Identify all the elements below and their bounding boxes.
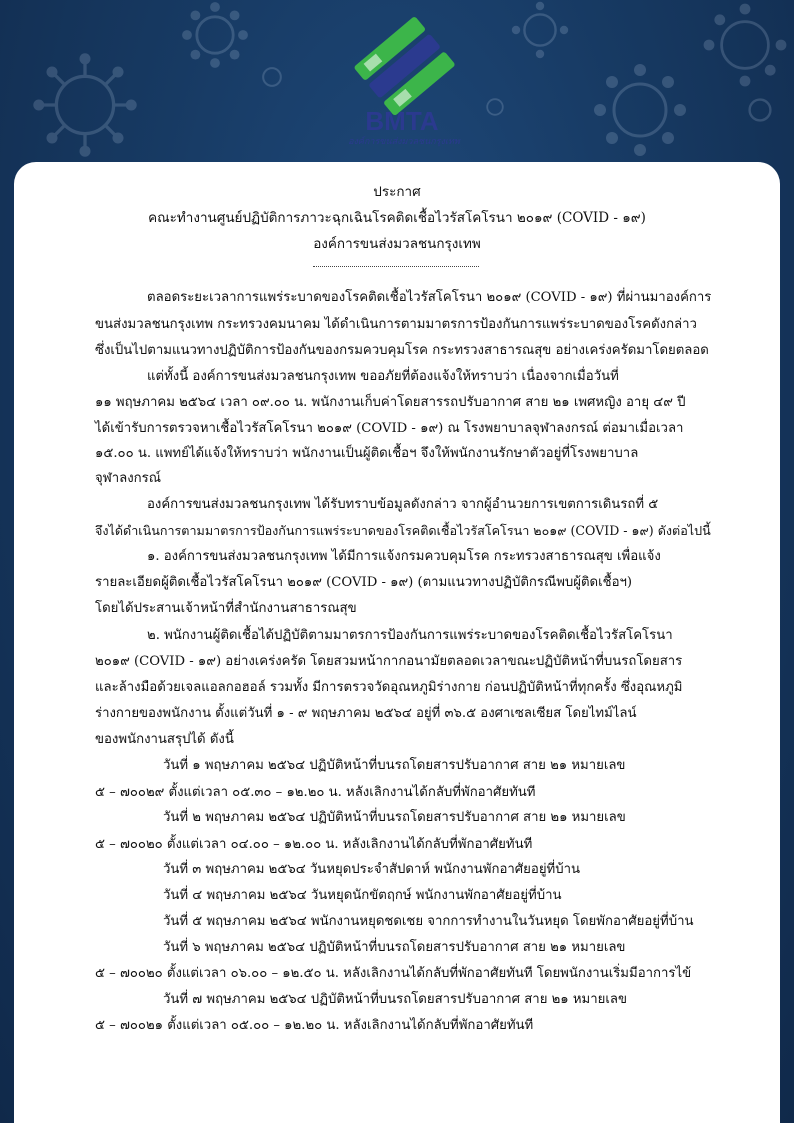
virus-decoration-icon	[590, 60, 690, 160]
body-line: วันที่ ๒ พฤษภาคม ๒๕๖๔ ปฏิบัติหน้าที่บนรถโดยสารปรับอากาศ สาย ๒๑ หมายเลข	[163, 810, 626, 825]
bmta-logo	[342, 8, 462, 148]
body-line: โดยได้ประสานเจ้าหน้าที่สำนักงานสาธารณสุข	[95, 601, 357, 616]
logo-text: BMTA	[365, 106, 439, 136]
announcement-title: ประกาศ	[373, 184, 421, 200]
virus-decoration-icon	[700, 0, 790, 90]
body-line: และล้างมือด้วยเจลแอลกอฮอล์ รวมทั้ง มีการตรวจวัดอุณหภูมิร่างกาย ก่อนปฏิบัติหน้าที่ทุกครั้ง ซึ่งอุณหภูมิ	[95, 680, 683, 695]
body-line: ๕ – ๗๐๐๒๐ ตั้งแต่เวลา ๐๔.๐๐ – ๑๒.๐๐ น. หลังเลิกงานได้กลับที่พักอาศัยทันที	[95, 837, 533, 852]
virus-decoration-icon	[480, 92, 510, 122]
body-line: รายละเอียดผู้ติดเชื้อไวรัสโคโรนา ๒๐๑๙ (COVID - ๑๙) (ตามแนวทางปฏิบัติกรณีพบผู้ติดเชื้อฯ)	[95, 575, 633, 590]
logo-subtitle: องค์การขนส่งมวลชนกรุงเทพ	[348, 137, 460, 147]
body-line: ซึ่งเป็นไปตามแนวทางปฏิบัติการป้องกันของกรมควบคุมโรค กระทรวงสาธารณสุข อย่างเคร่งครัดมาโดยตลอด	[95, 343, 709, 358]
body-line: แต่ทั้งนี้ องค์การขนส่งมวลชนกรุงเทพ ขออภัยที่ต้องแจ้งให้ทราบว่า เนื่องจากเมื่อวันที่	[147, 369, 619, 384]
body-line: ตลอดระยะเวลาการแพร่ระบาดของโรคติดเชื้อไวรัสโคโรนา ๒๐๑๙ (COVID - ๑๙) ที่ผ่านมาองค์การ	[147, 290, 712, 305]
organization-name: องค์การขนส่งมวลชนกรุงเทพ	[313, 236, 481, 252]
body-line: ๕ – ๗๐๐๒๑ ตั้งแต่เวลา ๐๕.๐๐ – ๑๒.๒๐ น. หลังเลิกงานได้กลับที่พักอาศัยทันที	[95, 1018, 534, 1033]
body-line: ได้เข้ารับการตรวจหาเชื้อไวรัสโคโรนา ๒๐๑๙ (COVID - ๑๙) ณ โรงพยาบาลจุฬาลงกรณ์ ต่อมาเมื่อเวลา	[95, 421, 684, 436]
body-line: ๑๕.๐๐ น. แพทย์ได้แจ้งให้ทราบว่า พนักงานเป็นผู้ติดเชื้อฯ จึงให้พนักงานรักษาตัวอยู่ที่โรงพยาบาล	[95, 446, 639, 461]
body-line: องค์การขนส่งมวลชนกรุงเทพ ได้รับทราบข้อมูลดังกล่าว จากผู้อำนวยการเขตการเดินรถที่ ๕	[147, 497, 659, 512]
body-line: วันที่ ๗ พฤษภาคม ๒๕๖๔ ปฏิบัติหน้าที่บนรถโดยสารปรับอากาศ สาย ๒๑ หมายเลข	[163, 992, 627, 1007]
virus-decoration-icon	[510, 0, 570, 60]
body-line: วันที่ ๕ พฤษภาคม ๒๕๖๔ พนักงานหยุดชดเชย จากการทำงานในวันหยุด โดยพักอาศัยอยู่ที่บ้าน	[163, 914, 694, 929]
body-line: ๒๐๑๙ (COVID - ๑๙) อย่างเคร่งครัด โดยสวมหน้ากากอนามัยตลอดเวลาขณะปฏิบัติหน้าที่บนรถโดยสาร	[95, 654, 683, 669]
body-line: ๕ – ๗๐๐๒๙ ตั้งแต่เวลา ๐๕.๓๐ – ๑๒.๒๐ น. หลังเลิกงานได้กลับที่พักอาศัยทันที	[95, 785, 536, 800]
body-line: ๒. พนักงานผู้ติดเชื้อได้ปฏิบัติตามมาตรการป้องกันการแพร่ระบาดของโรคติดเชื้อไวรัสโคโรนา	[147, 628, 673, 643]
virus-decoration-icon	[255, 60, 289, 94]
body-line: ขนส่งมวลชนกรุงเทพ กระทรวงคมนาคม ได้ดำเนินการตามมาตรการป้องกันการแพร่ระบาดของโรคดังกล่าว	[95, 317, 697, 332]
virus-decoration-icon	[740, 90, 780, 130]
body-line: วันที่ ๖ พฤษภาคม ๒๕๖๔ ปฏิบัติหน้าที่บนรถโดยสารปรับอากาศ สาย ๒๑ หมายเลข	[163, 940, 626, 955]
body-line: วันที่ ๓ พฤษภาคม ๒๕๖๔ วันหยุดประจำสัปดาห์ พนักงานพักอาศัยอยู่ที่บ้าน	[163, 862, 581, 877]
announcement-subtitle: คณะทำงานศูนย์ปฏิบัติการภาวะฉุกเฉินโรคติดเชื้อไวรัสโคโรนา ๒๐๑๙ (COVID - ๑๙)	[148, 210, 646, 226]
bmta-logo-icon	[342, 8, 462, 148]
body-line: จึงได้ดำเนินการตามมาตรการป้องกันการแพร่ระบาดของโรคติดเชื้อไวรัสโคโรนา ๒๐๑๙ (COVID - ๑๙) ดังต่อไปนี้	[95, 523, 711, 538]
body-line: ๑๑ พฤษภาคม ๒๕๖๔ เวลา ๐๙.๐๐ น. พนักงานเก็บค่าโดยสารรถปรับอากาศ สาย ๒๑ เพศหญิง อายุ ๔๙ ปี	[95, 395, 686, 410]
body-line: จุฬาลงกรณ์	[95, 471, 161, 486]
header-divider	[313, 266, 479, 267]
body-line: วันที่ ๔ พฤษภาคม ๒๕๖๔ วันหยุดนักขัตฤกษ์ พนักงานพักอาศัยอยู่ที่บ้าน	[163, 888, 562, 903]
body-line: วันที่ ๑ พฤษภาคม ๒๕๖๔ ปฏิบัติหน้าที่บนรถโดยสารปรับอากาศ สาย ๒๑ หมายเลข	[163, 758, 626, 773]
virus-decoration-icon	[30, 50, 140, 160]
body-line: ร่างกายของพนักงาน ตั้งแต่วันที่ ๑ - ๙ พฤษภาคม ๒๕๖๔ อยู่ที่ ๓๖.๕ องศาเซลเซียส โดยไทม์ไลน์	[95, 706, 637, 721]
body-line: ของพนักงานสรุปได้ ดังนี้	[95, 732, 234, 747]
body-line: ๕ – ๗๐๐๒๐ ตั้งแต่เวลา ๐๖.๐๐ – ๑๒.๕๐ น. หลังเลิกงานได้กลับที่พักอาศัยทันที โดยพนักงานเริ่มมีอาการไข้	[95, 966, 692, 981]
body-line: ๑. องค์การขนส่งมวลชนกรุงเทพ ได้มีการแจ้งกรมควบคุมโรค กระทรวงสาธารณสุข เพื่อแจ้ง	[147, 549, 661, 564]
virus-decoration-icon	[180, 0, 250, 70]
